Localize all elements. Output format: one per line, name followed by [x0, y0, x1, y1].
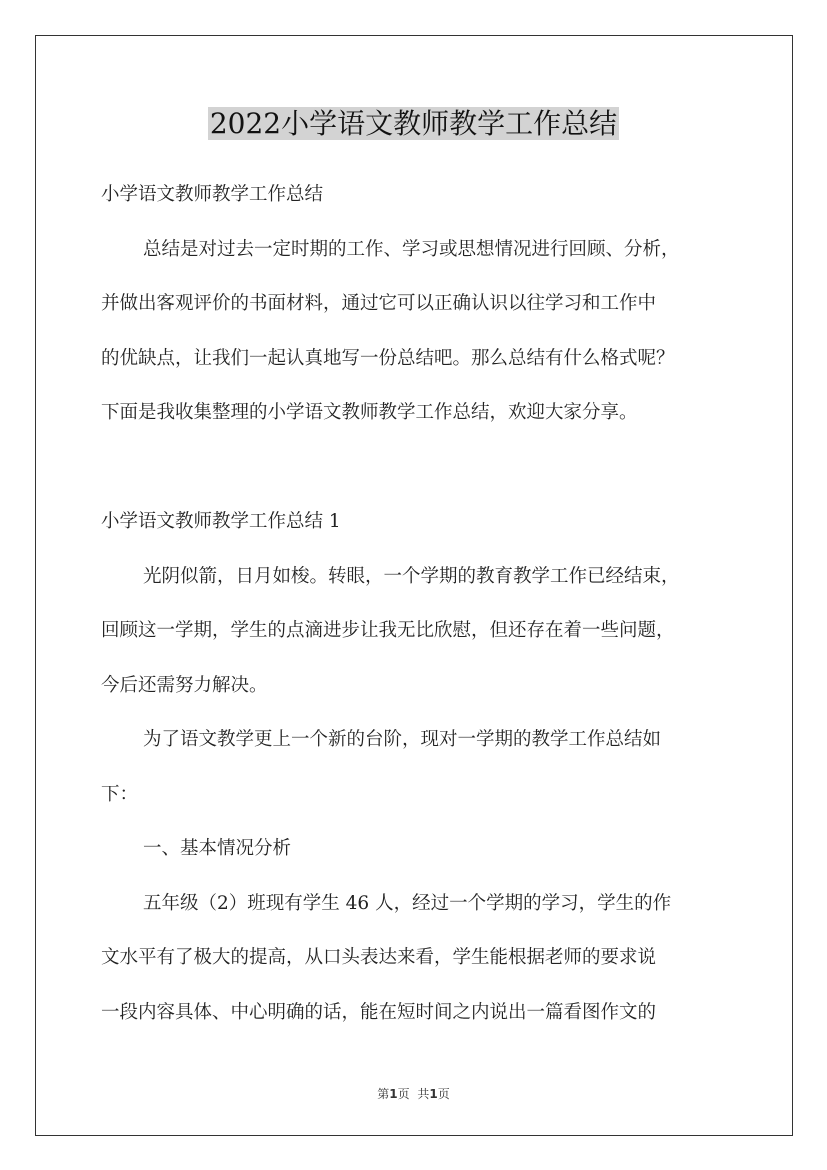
document-title: [0, 104, 827, 144]
document-title-text: 2022小学语文教师教学工作总结: [209, 107, 618, 140]
total-suffix: 页: [437, 1087, 450, 1101]
section-heading: 小学语文教师教学工作总结 1: [101, 511, 341, 532]
paragraph-line: 下面是我收集整理的小学语文教师教学工作总结，欢迎大家分享。: [101, 402, 638, 423]
paragraph-line: 回顾这一学期，学生的点滴进步让我无比欣慰，但还存在着一些问题，: [101, 620, 675, 641]
paragraph-line: 总结是对过去一定时期的工作、学习或思想情况进行回顾、分析，: [143, 238, 680, 260]
paragraph-line: 的优缺点，让我们一起认真地写一份总结吧。那么总结有什么格式呢？: [101, 347, 675, 369]
paragraph-line: 为了语文教学更上一个新的台阶，现对一学期的教学工作总结如: [143, 729, 662, 750]
page-prefix: 第: [377, 1087, 390, 1101]
paragraph-line: 下：: [101, 783, 139, 805]
document-body: [101, 168, 741, 1040]
paragraph-line: 光阴似箭，日月如梭。转眼，一个学期的教育教学工作已经结束，: [143, 565, 680, 587]
total-prefix: 共: [417, 1087, 430, 1101]
blank-line: [101, 441, 741, 496]
paragraph-line: 五年级（2）班现有学生 46 人，经过一个学期的学习，学生的作: [143, 892, 672, 914]
page-number: 1: [389, 1087, 398, 1101]
paragraph-line: 文水平有了极大的提高，从口头表达来看，学生能根据老师的要求说: [101, 947, 657, 968]
subsection-heading: 一、基本情况分析: [143, 838, 292, 859]
section-heading: 小学语文教师教学工作总结: [101, 184, 324, 205]
page-footer: [0, 1085, 827, 1102]
page-suffix: 页: [397, 1087, 410, 1101]
paragraph-line: 并做出客观评价的书面材料，通过它可以正确认识以往学习和工作中: [101, 293, 657, 314]
total-pages: 1: [429, 1087, 438, 1101]
paragraph-line: 今后还需努力解决。: [101, 674, 268, 696]
paragraph-line: 一段内容具体、中心明确的话，能在短时间之内说出一篇看图作文的: [101, 1001, 657, 1023]
